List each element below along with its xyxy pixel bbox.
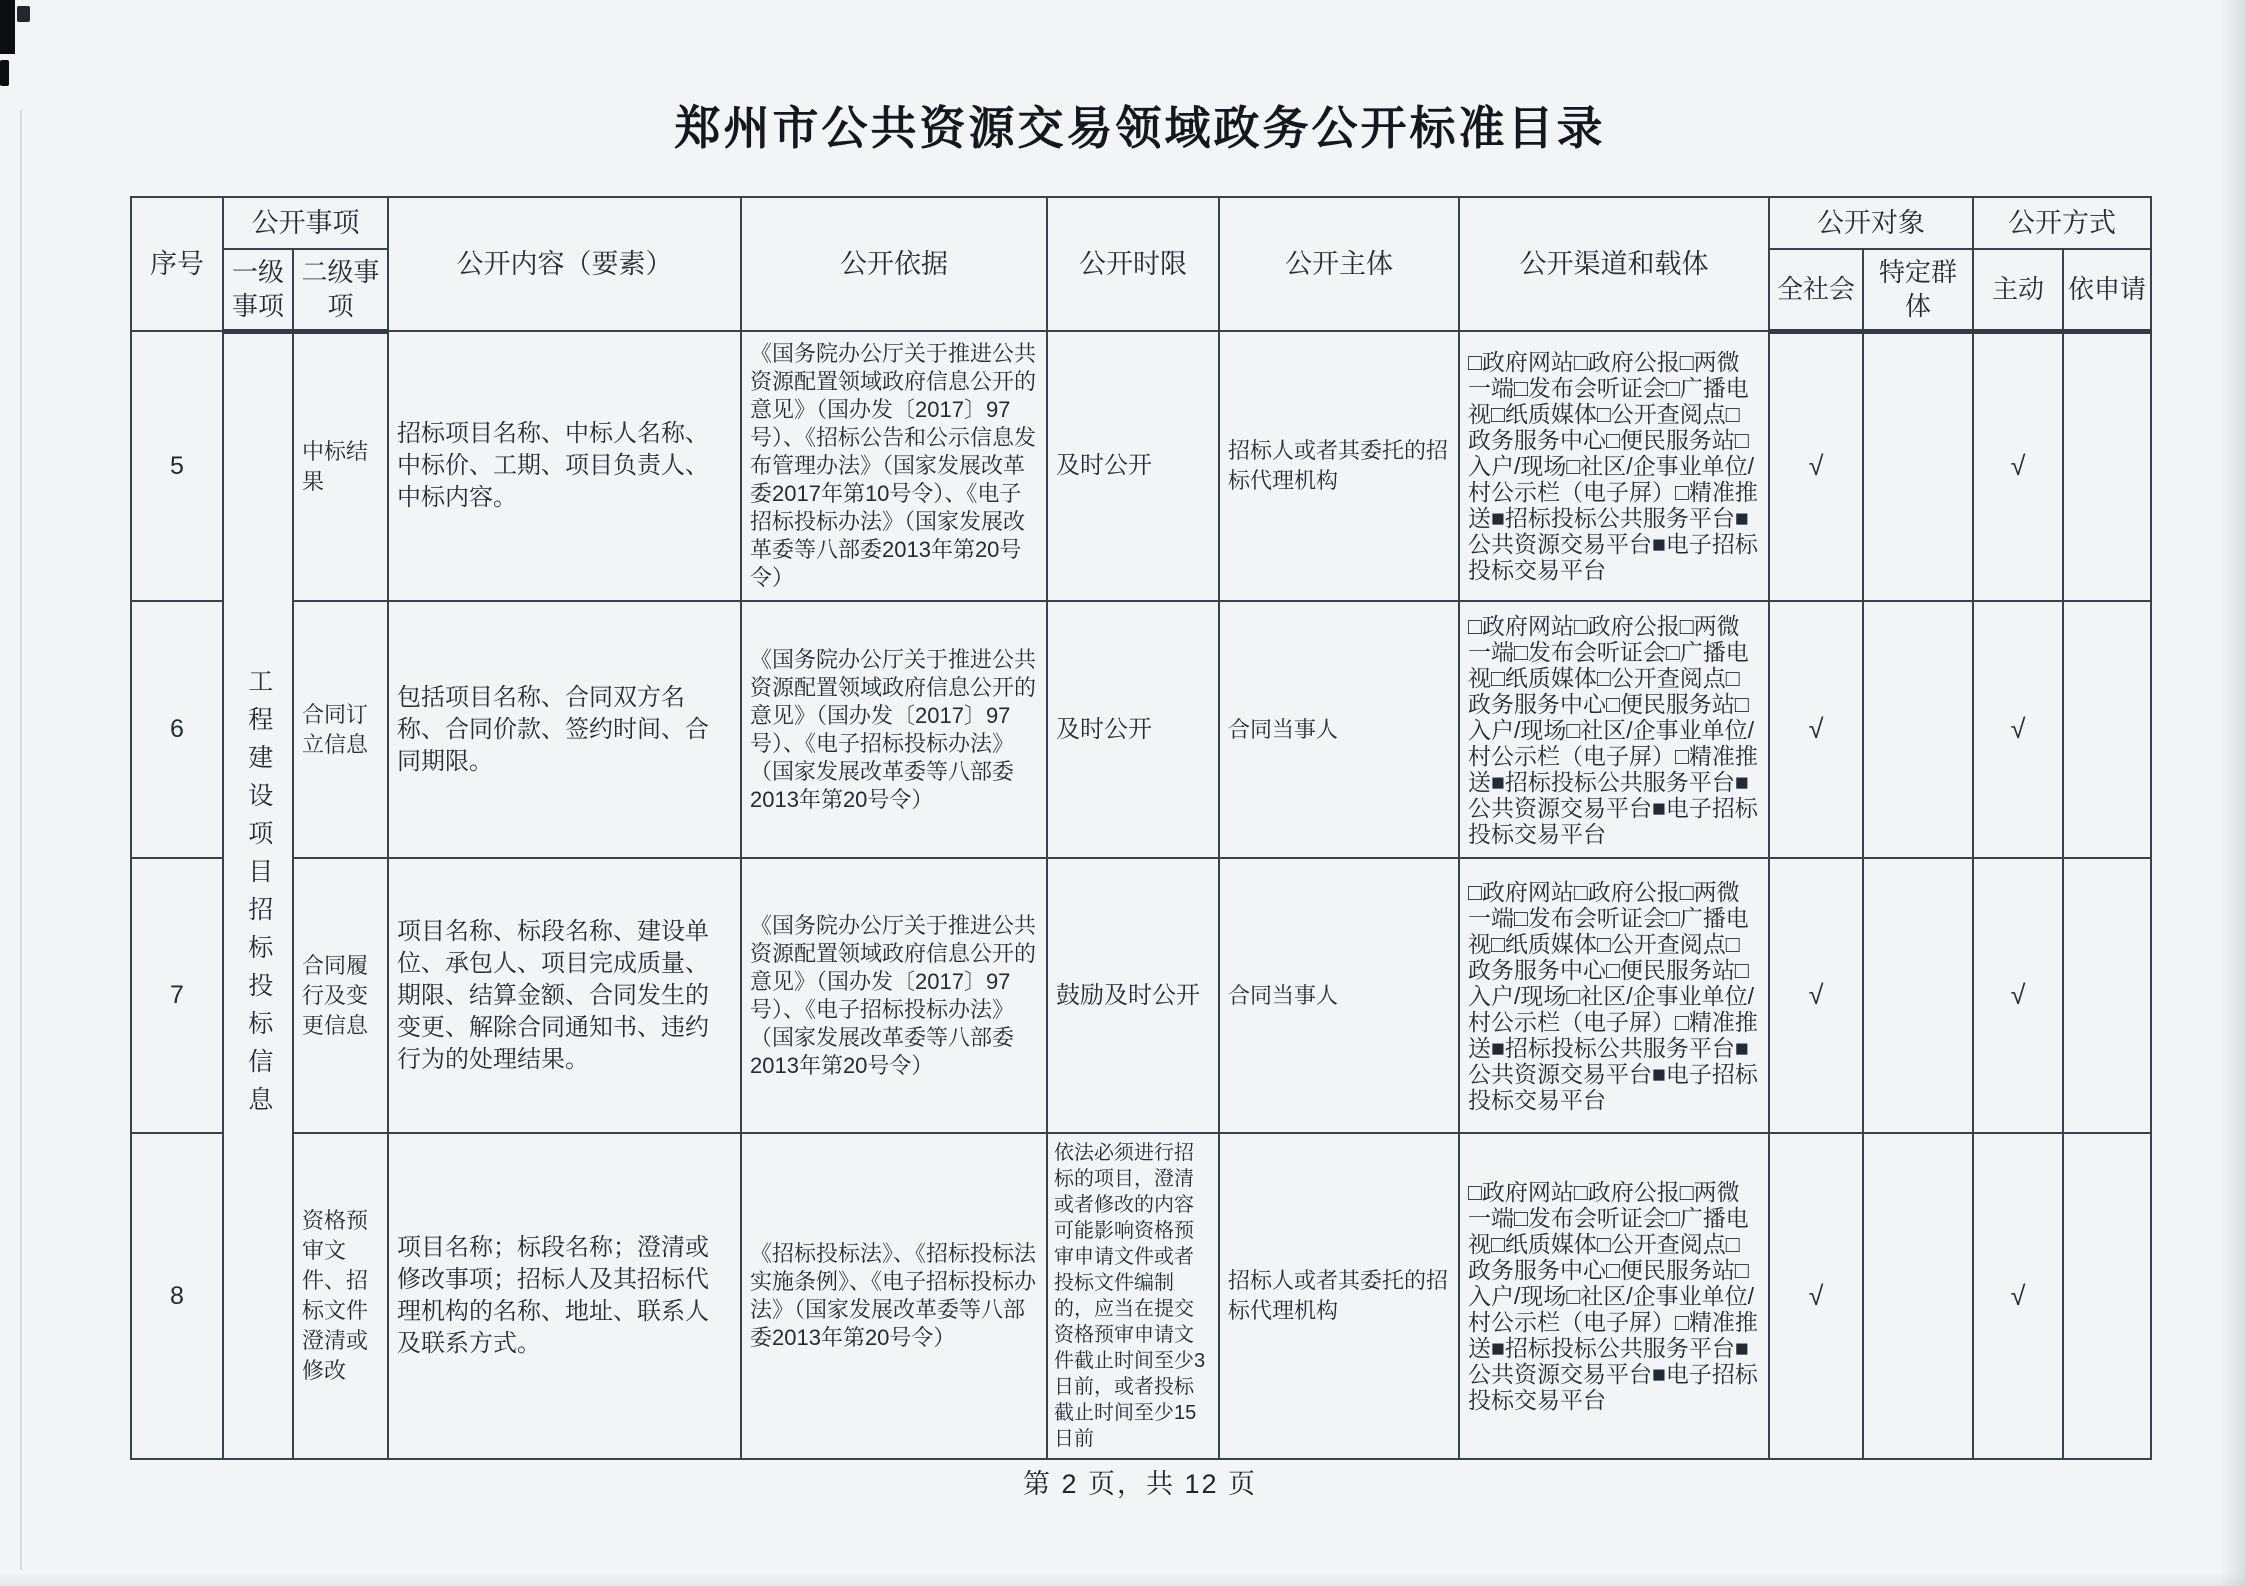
row6-target-all-check: √	[1769, 601, 1863, 858]
header-time-limit: 公开时限	[1047, 197, 1219, 331]
row7-basis: 《国务院办公厅关于推进公共资源配置领域政府信息公开的意见》（国办发〔2017〕97号）、《电子招标投标办法》（国家发展改革委等八部委2013年第20号令）	[741, 858, 1047, 1133]
page-edge-shadow	[2219, 0, 2245, 1586]
document-title: 郑州市公共资源交易领域政务公开标准目录	[674, 102, 1606, 154]
row8-serial: 8	[131, 1133, 223, 1459]
row6-channels: □政府网站□政府公报□两微一端□发布会听证会□广播电视□纸质媒体□公开查阅点□政务服务中心□便民服务站□入户/现场□社区/企事业单位/村公示栏（电子屏）□精准推送■招标投标公共服务平台■公共资源交易平台■电子招标投标交易平台	[1459, 601, 1769, 858]
table-row-5	[131, 331, 2151, 601]
header-content: 公开内容（要素）	[388, 197, 741, 331]
scan-artifact	[17, 6, 30, 22]
row6-level2-item: 合同订立信息	[293, 601, 388, 858]
row6-content: 包括项目名称、合同双方名称、合同价款、签约时间、合同期限。	[388, 601, 741, 858]
header-group-target: 公开对象	[1769, 197, 1973, 249]
header-level1: 一级事项	[223, 249, 293, 331]
row7-method-request-check	[2063, 858, 2151, 1133]
row7-target-all-check: √	[1769, 858, 1863, 1133]
level1-item-cell	[223, 331, 293, 1459]
row5-basis: 《国务院办公厅关于推进公共资源配置领域政府信息公开的意见》（国办发〔2017〕97号）、《招标公告和公示信息发布管理办法》（国家发展改革委2017年第10号令）、《电子招标投标办法》（国家发展改革委等八部委2013年第20号令）	[741, 331, 1047, 601]
row5-subject: 招标人或者其委托的招标代理机构	[1219, 331, 1459, 601]
row5-time-limit: 及时公开	[1047, 331, 1219, 601]
row8-subject: 招标人或者其委托的招标代理机构	[1219, 1133, 1459, 1459]
row5-target-specific-check	[1863, 331, 1973, 601]
row5-level2-item: 中标结果	[293, 331, 388, 601]
row7-serial: 7	[131, 858, 223, 1133]
row8-basis: 《招标投标法》、《招标投标法实施条例》、《电子招标投标办法》（国家发展改革委等八部委2013年第20号令）	[741, 1133, 1047, 1459]
header-target-specific: 特定群体	[1863, 249, 1973, 331]
row8-time-limit: 依法必须进行招标的项目，澄清或者修改的内容可能影响资格预审申请文件或者投标文件编制的，应当在提交资格预审申请文件截止时间至少3日前，或者投标截止时间至少15日前	[1047, 1133, 1219, 1459]
scan-artifact	[0, 60, 9, 86]
row6-basis: 《国务院办公厅关于推进公共资源配置领域政府信息公开的意见》（国办发〔2017〕97号）、《电子招标投标办法》（国家发展改革委等八部委2013年第20号令）	[741, 601, 1047, 858]
row7-method-active-check: √	[1973, 858, 2063, 1133]
table-row-8	[131, 1133, 2151, 1459]
table-row-7	[131, 858, 2151, 1133]
row8-level2-item: 资格预审文件、招标文件澄清或修改	[293, 1133, 388, 1459]
row8-content: 项目名称；标段名称；澄清或修改事项；招标人及其招标代理机构的名称、地址、联系人及联系方式。	[388, 1133, 741, 1459]
disclosure-standard-table	[130, 196, 2152, 1460]
header-level2: 二级事项	[293, 249, 388, 331]
row6-method-request-check	[2063, 601, 2151, 858]
row7-content: 项目名称、标段名称、建设单位、承包人、项目完成质量、期限、结算金额、合同发生的变更、解除合同通知书、违约行为的处理结果。	[388, 858, 741, 1133]
header-subject: 公开主体	[1219, 197, 1459, 331]
row6-serial: 6	[131, 601, 223, 858]
row5-serial: 5	[131, 331, 223, 601]
header-method-active: 主动	[1973, 249, 2063, 331]
page-edge-shadow	[0, 1572, 2245, 1586]
level1-item-vertical-text: 工程建设项目招标投标信息	[244, 667, 273, 1124]
row6-time-limit: 及时公开	[1047, 601, 1219, 858]
header-basis: 公开依据	[741, 197, 1047, 331]
row8-channels: □政府网站□政府公报□两微一端□发布会听证会□广播电视□纸质媒体□公开查阅点□政务服务中心□便民服务站□入户/现场□社区/企事业单位/村公示栏（电子屏）□精准推送■招标投标公共服务平台■公共资源交易平台■电子招标投标交易平台	[1459, 1133, 1769, 1459]
row7-target-specific-check	[1863, 858, 1973, 1133]
row7-level2-item: 合同履行及变更信息	[293, 858, 388, 1133]
row6-target-specific-check	[1863, 601, 1973, 858]
row5-channels: □政府网站□政府公报□两微一端□发布会听证会□广播电视□纸质媒体□公开查阅点□政务服务中心□便民服务站□入户/现场□社区/企事业单位/村公示栏（电子屏）□精准推送■招标投标公共服务平台■公共资源交易平台■电子招标投标交易平台	[1459, 331, 1769, 601]
header-channels: 公开渠道和载体	[1459, 197, 1769, 331]
row8-target-all-check: √	[1769, 1133, 1863, 1459]
row8-method-request-check	[2063, 1133, 2151, 1459]
row6-method-active-check: √	[1973, 601, 2063, 858]
row5-method-active-check: √	[1973, 331, 2063, 601]
scan-artifact	[0, 0, 15, 54]
row5-content: 招标项目名称、中标人名称、中标价、工期、项目负责人、中标内容。	[388, 331, 741, 601]
row7-channels: □政府网站□政府公报□两微一端□发布会听证会□广播电视□纸质媒体□公开查阅点□政务服务中心□便民服务站□入户/现场□社区/企事业单位/村公示栏（电子屏）□精准推送■招标投标公共服务平台■公共资源交易平台■电子招标投标交易平台	[1459, 858, 1769, 1133]
row5-method-request-check	[2063, 331, 2151, 601]
header-target-all: 全社会	[1769, 249, 1863, 331]
row7-subject: 合同当事人	[1219, 858, 1459, 1133]
header-group-method: 公开方式	[1973, 197, 2151, 249]
header-serial: 序号	[131, 197, 223, 331]
table-row-6	[131, 601, 2151, 858]
row7-time-limit: 鼓励及时公开	[1047, 858, 1219, 1133]
page-number-footer: 第 2 页，共 12 页	[1022, 1469, 1258, 1499]
row8-method-active-check: √	[1973, 1133, 2063, 1459]
row5-target-all-check: √	[1769, 331, 1863, 601]
row8-target-specific-check	[1863, 1133, 1973, 1459]
header-method-request: 依申请	[2063, 249, 2151, 331]
header-group-items: 公开事项	[223, 197, 388, 249]
row6-subject: 合同当事人	[1219, 601, 1459, 858]
page-edge-shadow	[20, 110, 22, 1570]
